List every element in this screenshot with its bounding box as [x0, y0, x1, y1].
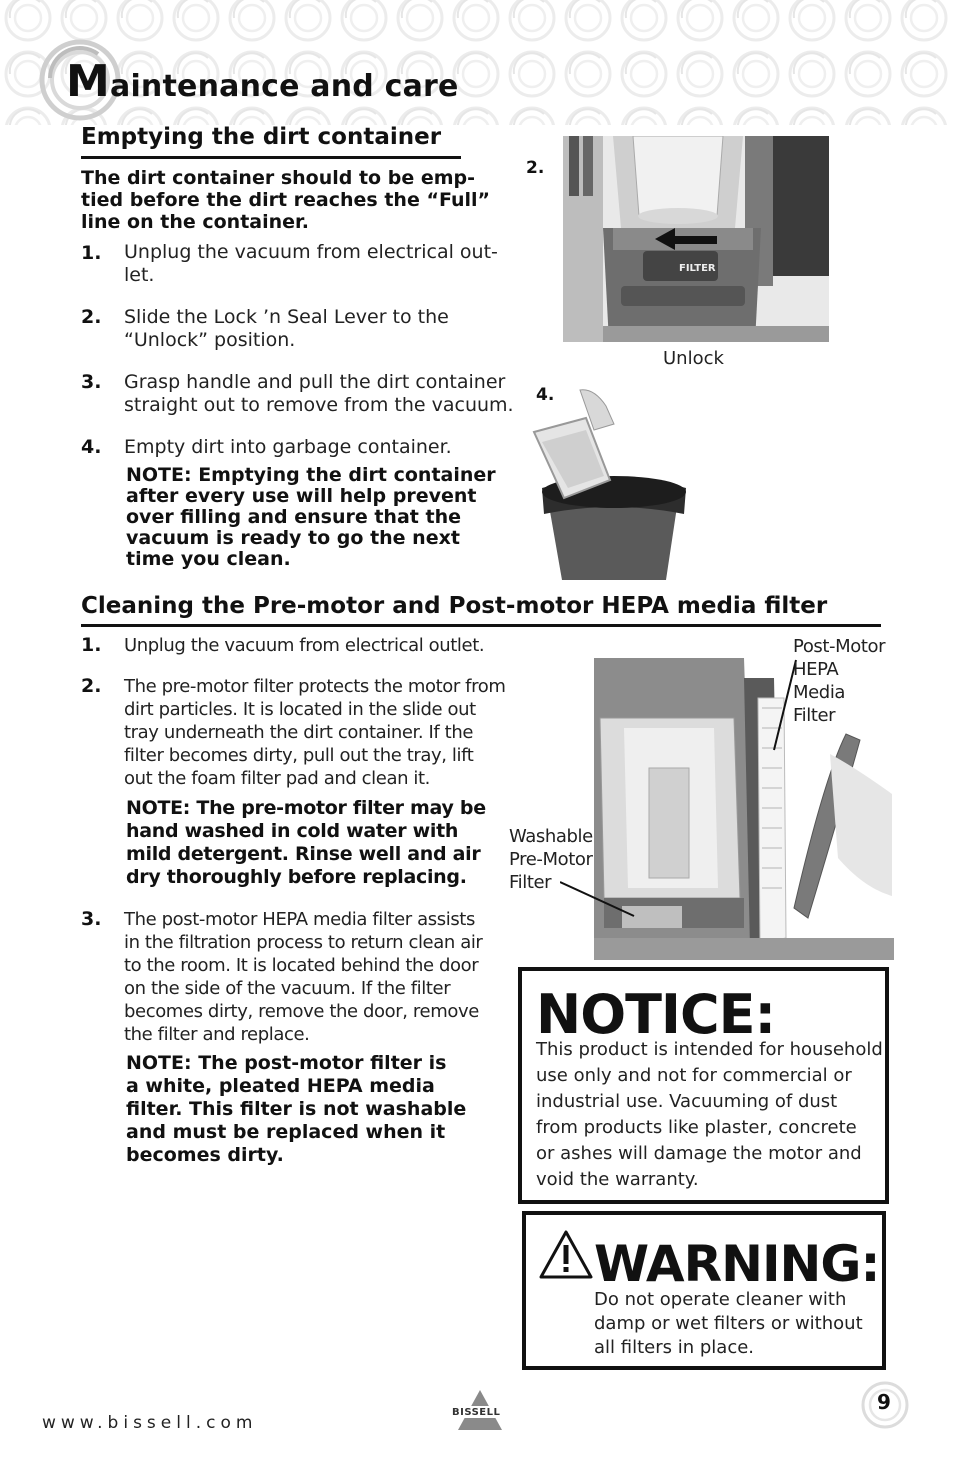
- note-line: becomes dirty.: [126, 1144, 284, 1166]
- label-line: Post-Motor: [793, 636, 886, 657]
- notice-line: or ashes will damage the motor and: [536, 1143, 862, 1164]
- step-text: [124, 241, 498, 287]
- step-text: [124, 908, 482, 1046]
- note-line: filter. This filter is not washable: [126, 1098, 467, 1120]
- warning-line: all filters in place.: [594, 1337, 755, 1358]
- notice-line: industrial use. Vacuuming of dust: [536, 1091, 838, 1112]
- intro-line: tied before the dirt reaches the “Full”: [81, 189, 491, 211]
- step-line: on the side of the vacuum. If the filter: [124, 978, 451, 999]
- section-rule: [81, 156, 461, 159]
- step-line: in the filtration process to return clean air: [124, 932, 483, 953]
- step-line: tray underneath the dirt container. If the: [124, 722, 474, 743]
- step-line: Unplug the vacuum from electrical outlet.: [124, 635, 485, 656]
- step-text: [124, 371, 514, 417]
- step-line: dirt particles. It is located in the slide out: [124, 699, 476, 720]
- intro-line: The dirt container should to be emp-: [81, 167, 475, 189]
- section-rule: [81, 624, 881, 627]
- label-line: Media: [793, 682, 846, 703]
- label-leader-lines: [560, 650, 800, 920]
- notice-box: [518, 967, 889, 1204]
- step-number: 2.: [81, 306, 102, 328]
- step-line: straight out to remove from the vacuum.: [124, 394, 514, 416]
- figure-number: 4.: [536, 385, 555, 405]
- label-line: Filter: [509, 872, 552, 893]
- label-line: Washable: [509, 826, 593, 847]
- step-line: “Unlock” position.: [124, 329, 296, 351]
- step-line: Grasp handle and pull the dirt container: [124, 371, 506, 393]
- step-line: The post-motor HEPA media filter assists: [124, 909, 475, 930]
- warning-line: damp or wet filters or without: [594, 1313, 863, 1334]
- step-number: 3.: [81, 371, 102, 393]
- note-line: time you clean.: [126, 548, 291, 570]
- step-line: The pre-motor filter protects the motor from: [124, 676, 506, 697]
- section-heading-emptying: Emptying the dirt container: [81, 124, 442, 150]
- label-post-motor-filter: [793, 635, 885, 727]
- warning-box: [522, 1211, 886, 1370]
- warning-body: [594, 1288, 863, 1360]
- note-line: and must be replaced when it: [126, 1121, 446, 1143]
- note-line: vacuum is ready to go the next: [126, 527, 460, 549]
- notice-line: void the warranty.: [536, 1169, 699, 1190]
- warning-triangle-icon: [538, 1229, 594, 1281]
- note-line: dry thoroughly before replacing.: [126, 866, 467, 888]
- step-text: [124, 306, 449, 352]
- step-line: Empty dirt into garbage container.: [124, 436, 452, 458]
- label-line: Pre-Motor: [509, 849, 593, 870]
- figure-caption-unlock: Unlock: [663, 348, 724, 369]
- step-text: [124, 436, 452, 459]
- figure-number: 2.: [526, 158, 545, 178]
- step-line: out the foam filter pad and clean it.: [124, 768, 430, 789]
- intro-line: line on the container.: [81, 211, 309, 233]
- notice-body: [536, 1037, 883, 1193]
- step-number: 3.: [81, 908, 102, 930]
- garbage-can-photo: [528, 388, 698, 580]
- filter-door-text: FILTER: [679, 263, 716, 274]
- emptying-intro: [81, 167, 490, 233]
- note-pre-motor: [126, 797, 486, 889]
- step-text: [124, 675, 505, 790]
- note-line: NOTE: The pre-motor filter may be: [126, 797, 486, 819]
- bissell-logo-text: BISSELL: [452, 1407, 501, 1418]
- notice-line: use only and not for commercial or: [536, 1065, 852, 1086]
- step-line: becomes dirty, remove the door, remove: [124, 1001, 479, 1022]
- step-line: Unplug the vacuum from electrical out-: [124, 241, 498, 263]
- bissell-logo: [448, 1388, 512, 1434]
- step-line: Slide the Lock ’n Seal Lever to the: [124, 306, 449, 328]
- note-line: after every use will help prevent: [126, 485, 477, 507]
- step-number: 4.: [81, 436, 102, 458]
- notice-title: NOTICE:: [536, 983, 776, 1046]
- notice-line: from products like plaster, concrete: [536, 1117, 857, 1138]
- footer-url: www.bissell.com: [42, 1413, 258, 1433]
- note-line: NOTE: The post-motor filter is: [126, 1052, 447, 1074]
- note-line: a white, pleated HEPA media: [126, 1075, 435, 1097]
- step-number: 1.: [81, 242, 102, 264]
- page-number: 9: [877, 1390, 891, 1414]
- note-line: hand washed in cold water with: [126, 820, 459, 842]
- page-title-initial: M: [66, 56, 110, 107]
- label-line: HEPA: [793, 659, 839, 680]
- step-text: [124, 634, 484, 657]
- label-line: Filter: [793, 705, 836, 726]
- step-line: filter becomes dirty, pull out the tray, lift: [124, 745, 474, 766]
- note-line: over filling and ensure that the: [126, 506, 461, 528]
- warning-title: WARNING:: [594, 1235, 880, 1293]
- step-number: 1.: [81, 634, 102, 656]
- note-line: mild detergent. Rinse well and air: [126, 843, 481, 865]
- page-title: [66, 56, 459, 107]
- step-line: the filter and replace.: [124, 1024, 310, 1045]
- page-title-rest: aintenance and care: [110, 69, 459, 104]
- notice-line: This product is intended for household: [536, 1039, 883, 1060]
- section-heading-cleaning: Cleaning the Pre-motor and Post-motor HEPA media filter: [81, 593, 828, 619]
- step-line: to the room. It is located behind the door: [124, 955, 479, 976]
- step-line: let.: [124, 264, 155, 286]
- label-pre-motor-filter: [509, 825, 593, 894]
- note-post-motor: [126, 1052, 466, 1167]
- note-line: NOTE: Emptying the dirt container: [126, 464, 496, 486]
- warning-line: Do not operate cleaner with: [594, 1289, 847, 1310]
- note-emptying: [126, 465, 496, 570]
- vacuum-unlock-photo: [563, 136, 829, 342]
- step-number: 2.: [81, 675, 102, 697]
